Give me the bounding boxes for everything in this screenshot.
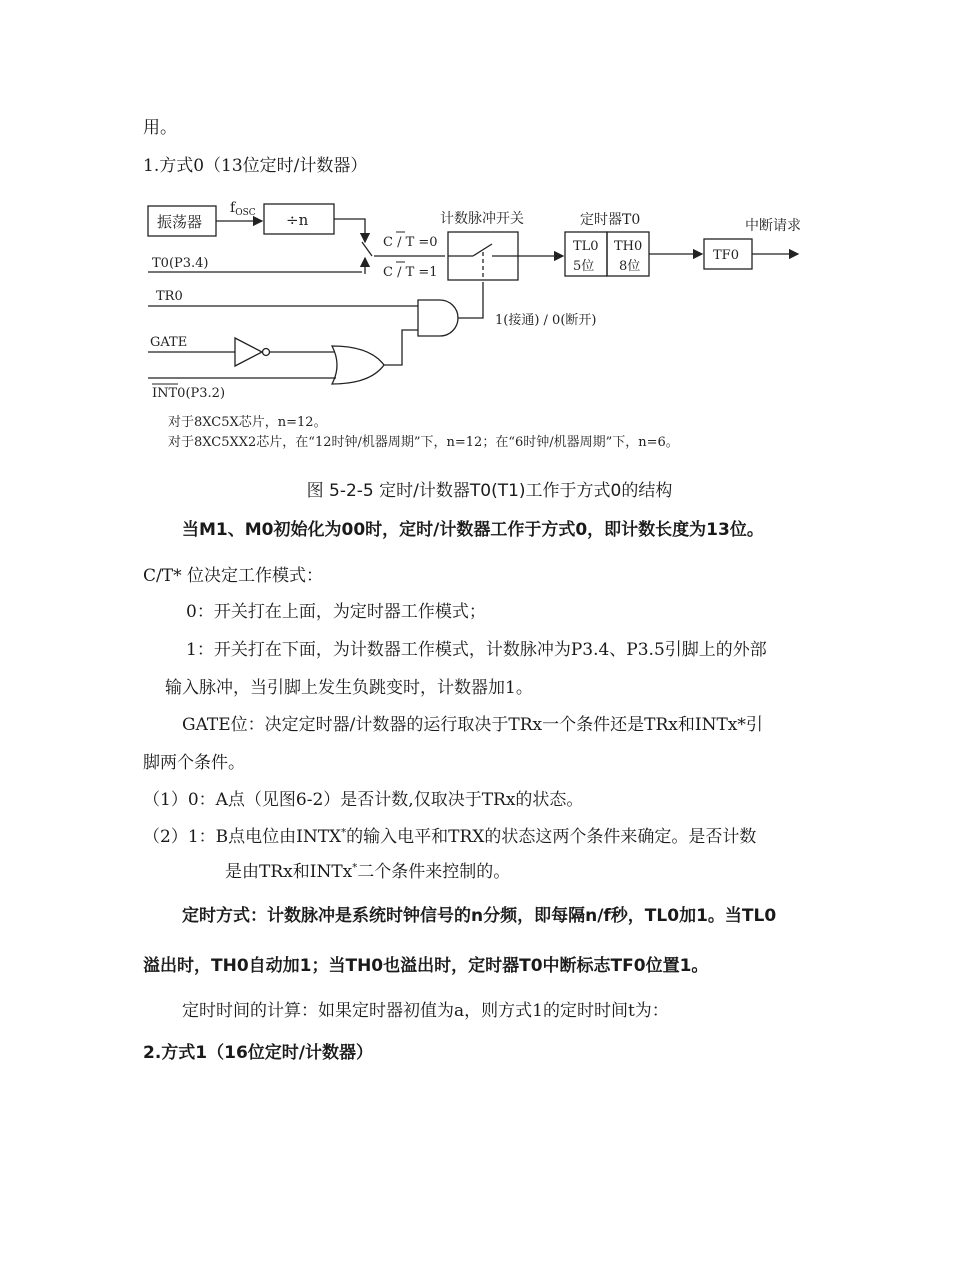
paragraph-ct-bit: C/T* 位决定工作模式： — [143, 566, 323, 586]
int0-label: INT0(P3.2) — [152, 386, 226, 401]
note-line-1: 对于8XC5X芯片，n=12。 — [168, 415, 327, 430]
text-line-1: 用。 — [143, 118, 177, 138]
interrupt-label: 中断请求 — [745, 218, 801, 234]
ct0-label: C / T =0 — [383, 235, 438, 250]
t0-pin-label: T0(P3.4) — [152, 256, 209, 271]
timer-label: 定时器T0 — [580, 212, 641, 228]
figure-caption: 图 5-2-5 定时/计数器T0(T1)工作于方式0的结构 — [306, 481, 673, 501]
paragraph-timing-b: 溢出时，TH0自动加1；当TH0也溢出时，定时器T0中断标志TF0位置1。 — [143, 956, 709, 976]
on-off-label: 1(接通) / 0(断开) — [495, 313, 597, 328]
paragraph-gate-a: GATE位：决定定时器/计数器的运行取决于TRx一个条件还是TRx和INTx*引 — [182, 715, 763, 735]
paragraph-ct1-a: 1：开关打在下面，为计数器工作模式，计数脉冲为P3.4、P3.5引脚上的外部 — [186, 640, 767, 660]
or-gate — [332, 346, 384, 384]
gate-label: GATE — [150, 335, 188, 350]
section-heading-mode1: 2.方式1（16位定时/计数器） — [143, 1043, 373, 1063]
divider-label: ÷n — [286, 211, 309, 229]
th0-bits: 8位 — [619, 259, 641, 274]
paragraph-time-calc: 定时时间的计算：如果定时器初值为a，则方式1的定时时间t为： — [182, 1001, 669, 1021]
paragraph-ct1-b: 输入脉冲，当引脚上发生负跳变时，计数器加1。 — [165, 678, 533, 698]
paragraph-ct0: 0：开关打在上面，为定时器工作模式； — [186, 602, 486, 622]
and-gate — [418, 300, 458, 336]
timer-mode0-diagram — [140, 190, 820, 465]
tr0-label: TR0 — [156, 289, 183, 304]
section-heading-mode0: 1.方式0（13位定时/计数器） — [143, 156, 368, 176]
pulse-switch-label: 计数脉冲开关 — [440, 211, 524, 227]
tl0-bits: 5位 — [573, 259, 595, 274]
paragraph-timing-a: 定时方式：计数脉冲是系统时钟信号的n分频，即每隔n/f秒，TL0加1。当TL0 — [182, 906, 777, 926]
tl0-label: TL0 — [573, 239, 599, 254]
not-gate — [235, 338, 262, 366]
paragraph-gate1-b: 是由TRx和INTx*二个条件来控制的。 — [225, 862, 511, 882]
paragraph-mode0-init: 当M1、M0初始化为00时，定时/计数器工作于方式0，即计数长度为13位。 — [182, 520, 764, 540]
tf0-label: TF0 — [713, 248, 739, 263]
ct1-label: C / T =1 — [383, 265, 438, 280]
note-line-2: 对于8XC5XX2芯片，在“12时钟/机器周期”下，n=12；在“6时钟/机器周期”下，n=6。 — [168, 435, 679, 450]
oscillator-label: 振荡器 — [157, 213, 203, 231]
th0-label: TH0 — [614, 239, 643, 254]
paragraph-gate0: （1）0：A点（见图6-2）是否计数,仅取决于TRx的状态。 — [143, 790, 584, 810]
paragraph-gate-b: 脚两个条件。 — [143, 753, 245, 773]
paragraph-gate1-a: （2）1：B点电位由INTX*的输入电平和TRX的状态这两个条件来确定。是否计数 — [143, 827, 757, 847]
fosc-label: $f_{OSC}$ — [230, 200, 256, 218]
